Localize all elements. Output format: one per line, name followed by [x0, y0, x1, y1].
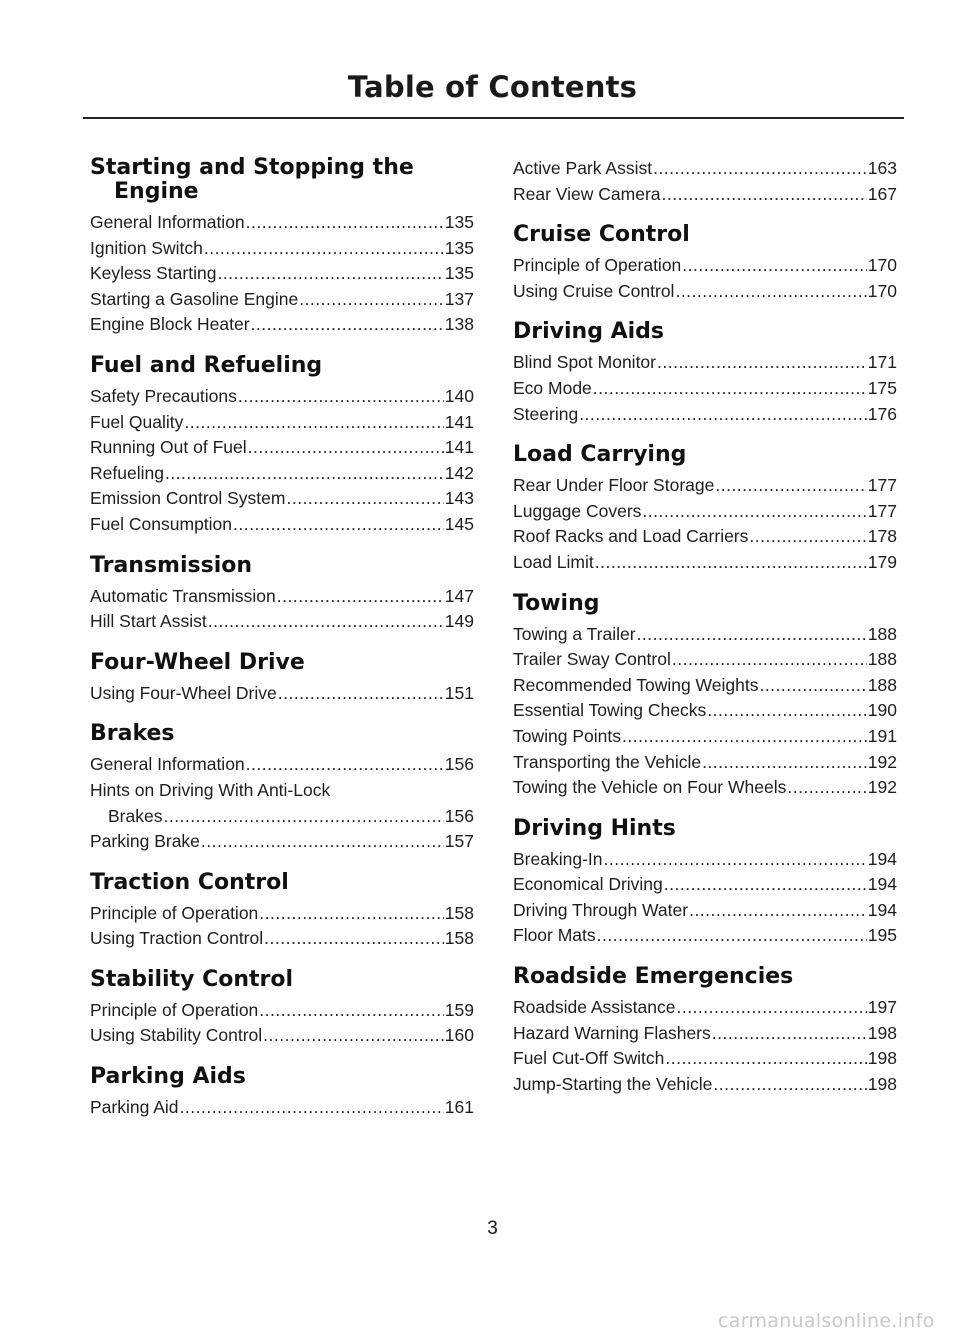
- entry-page-number: 175: [867, 377, 897, 398]
- toc-entry[interactable]: [513, 550, 897, 576]
- toc-entry[interactable]: [513, 923, 897, 949]
- dot-leader: [749, 524, 866, 550]
- entry-page-number: 191: [867, 725, 897, 746]
- dot-leader: [217, 261, 443, 287]
- section-heading: Driving Aids: [513, 319, 665, 345]
- dot-leader: [180, 1095, 444, 1121]
- entry-label: Hints on Driving With Anti-Lock: [90, 779, 331, 800]
- toc-entry[interactable]: [90, 312, 474, 338]
- entry-page-number: 135: [444, 212, 474, 232]
- toc-entry[interactable]: [90, 926, 474, 952]
- toc-entry[interactable]: [90, 901, 474, 927]
- entry-page-number: 135: [444, 237, 474, 258]
- entry-page-number: 140: [444, 385, 474, 406]
- dot-leader: [664, 872, 867, 898]
- dot-leader: [675, 279, 866, 305]
- toc-left-column: [90, 156, 474, 1137]
- dot-leader: [702, 750, 867, 776]
- toc-section-load-carrying: [513, 443, 897, 575]
- entry-page-number: 194: [867, 899, 897, 920]
- toc-entry[interactable]: [513, 1072, 897, 1098]
- toc-entry[interactable]: [90, 752, 474, 778]
- toc-right-column: [513, 156, 897, 1113]
- dot-leader: [665, 1046, 866, 1072]
- toc-entry[interactable]: [513, 473, 897, 499]
- entry-page-number: 135: [444, 263, 474, 284]
- dot-leader: [248, 435, 444, 461]
- dot-leader: [653, 156, 867, 182]
- entry-label: Engine Block Heater: [90, 314, 250, 335]
- toc-section-transmission: [90, 554, 474, 635]
- dot-leader: [662, 182, 867, 208]
- entry-page-number: 192: [867, 751, 897, 772]
- entry-label: Essential Towing Checks: [513, 700, 707, 721]
- toc-section-brakes: [90, 722, 474, 854]
- dot-leader: [604, 847, 867, 873]
- toc-section-cruise-control: [513, 223, 897, 304]
- entry-page-number: 156: [444, 754, 474, 775]
- section-heading: Fuel and Refueling: [90, 352, 323, 378]
- entry-continuation: [90, 804, 474, 830]
- entry-label: General Information: [90, 754, 245, 775]
- entry-label: Parking Aid: [90, 1097, 179, 1118]
- entry-page-number: 159: [444, 999, 474, 1020]
- entry-page-number: 198: [867, 1022, 897, 1043]
- toc-section-towing: [513, 592, 897, 801]
- entry-page-number: 167: [867, 183, 897, 204]
- dot-leader: [712, 1021, 867, 1047]
- toc-entry[interactable]: [513, 350, 897, 376]
- entry-page-number: 157: [444, 831, 474, 852]
- entry-page-number: 141: [444, 411, 474, 432]
- entry-label: Safety Precautions: [90, 385, 237, 406]
- entry-label: Using Traction Control: [90, 928, 264, 949]
- entry-page-number: 161: [444, 1097, 474, 1118]
- entry-label: Hazard Warning Flashers: [513, 1022, 711, 1043]
- page-number: 3: [487, 1218, 498, 1239]
- dot-leader: [642, 499, 866, 525]
- toc-entry[interactable]: [90, 384, 474, 410]
- dot-leader: [208, 609, 444, 635]
- entry-label: Fuel Consumption: [90, 513, 233, 534]
- dot-leader: [593, 376, 867, 402]
- dot-leader: [286, 486, 443, 512]
- entry-label: Starting a Gasoline Engine: [90, 288, 299, 309]
- section-heading: Towing: [513, 590, 600, 616]
- section-heading: Driving Hints: [513, 815, 676, 841]
- toc-section-stability-control: [90, 968, 474, 1049]
- entry-label: Towing a Trailer: [513, 623, 636, 644]
- dot-leader: [707, 698, 867, 724]
- entry-label: General Information: [90, 212, 245, 232]
- dot-leader: [713, 1072, 866, 1098]
- toc-entry[interactable]: [90, 435, 474, 461]
- toc-section-starting-and-stopping-the-engine: [90, 156, 474, 338]
- dot-leader: [184, 410, 443, 436]
- toc-entry[interactable]: [513, 622, 897, 648]
- toc-entry[interactable]: [513, 775, 897, 801]
- dot-leader: [259, 901, 444, 927]
- dot-leader: [637, 622, 867, 648]
- entry-label: Eco Mode: [513, 377, 592, 398]
- entry-label: Principle of Operation: [90, 902, 259, 923]
- entry-page-number: 158: [444, 902, 474, 923]
- toc-entry[interactable]: [513, 724, 897, 750]
- dot-leader: [264, 926, 444, 952]
- toc-entry[interactable]: [90, 236, 474, 262]
- toc-section-parking-aids: [90, 1065, 474, 1121]
- entry-label: Load Limit: [513, 551, 594, 572]
- entry-label: Floor Mats: [513, 925, 596, 946]
- entry-page-number: 137: [444, 288, 474, 309]
- toc-entry[interactable]: [513, 750, 897, 776]
- toc-entry[interactable]: [90, 829, 474, 855]
- entry-page-number: 194: [867, 874, 897, 895]
- entry-label: Hill Start Assist: [90, 611, 207, 632]
- entry-label: Using Stability Control: [90, 1025, 263, 1046]
- dot-leader: [246, 210, 444, 236]
- entry-page-number: 197: [867, 997, 897, 1018]
- entry-page-number: 160: [444, 1025, 474, 1046]
- dot-leader: [676, 995, 866, 1021]
- entry-label: Principle of Operation: [90, 999, 259, 1020]
- entry-label: Rear View Camera: [513, 183, 661, 204]
- watermark: carmanualsonline.info: [718, 1310, 935, 1332]
- toc-entry[interactable]: [513, 647, 897, 673]
- toc-entry[interactable]: [90, 998, 474, 1024]
- entry-label-continued: Brakes: [108, 805, 163, 826]
- entry-label: Principle of Operation: [513, 255, 682, 276]
- dot-leader: [259, 998, 444, 1024]
- dot-leader: [595, 550, 867, 576]
- dot-leader: [246, 752, 444, 778]
- entry-label: Active Park Assist: [513, 158, 653, 178]
- entry-page-number: 138: [444, 314, 474, 335]
- section-heading: Roadside Emergencies: [513, 964, 794, 990]
- entry-label: Running Out of Fuel: [90, 437, 247, 458]
- toc-entry[interactable]: [90, 681, 474, 707]
- entry-label: Economical Driving: [513, 874, 663, 895]
- toc-entry[interactable]: [90, 778, 474, 829]
- entry-label: Fuel Cut-Off Switch: [513, 1048, 665, 1069]
- entry-label: Using Four-Wheel Drive: [90, 682, 277, 703]
- entry-page-number: 158: [444, 928, 474, 949]
- toc-entry[interactable]: [513, 156, 897, 182]
- entry-label: Luggage Covers: [513, 500, 642, 521]
- entry-label: Recommended Towing Weights: [513, 674, 759, 695]
- entry-page-number: 178: [867, 526, 897, 547]
- dot-leader: [233, 512, 444, 538]
- entry-label: Parking Brake: [90, 831, 200, 852]
- toc-entry[interactable]: [90, 461, 474, 487]
- entry-label: Towing the Vehicle on Four Wheels: [513, 777, 787, 798]
- entry-label: Automatic Transmission: [90, 585, 276, 606]
- toc-entry[interactable]: [513, 872, 897, 898]
- dot-leader: [201, 829, 444, 855]
- toc-entry[interactable]: [90, 287, 474, 313]
- entry-label: Emission Control System: [90, 488, 286, 509]
- toc-entry[interactable]: [513, 182, 897, 208]
- dot-leader: [689, 898, 867, 924]
- entry-page-number: 188: [867, 674, 897, 695]
- toc-section-fuel-and-refueling: [90, 354, 474, 538]
- dot-leader: [657, 350, 867, 376]
- dot-leader: [238, 384, 444, 410]
- toc-entry[interactable]: [90, 512, 474, 538]
- entry-page-number: 188: [867, 649, 897, 670]
- entry-page-number: 194: [867, 848, 897, 869]
- entry-label: Using Cruise Control: [513, 280, 675, 301]
- toc-entry[interactable]: [513, 253, 897, 279]
- toc-entry[interactable]: [513, 698, 897, 724]
- section-heading: Brakes: [90, 721, 175, 747]
- dot-leader: [715, 473, 866, 499]
- entry-label: Trailer Sway Control: [513, 649, 671, 670]
- toc-entry[interactable]: [513, 499, 897, 525]
- entry-page-number: 177: [867, 500, 897, 521]
- page-title: Table of Contents: [347, 70, 638, 104]
- section-heading: Traction Control: [90, 869, 289, 895]
- dot-leader: [204, 236, 444, 262]
- dot-leader: [263, 1023, 444, 1049]
- title-divider: [83, 117, 904, 119]
- toc-entry[interactable]: [513, 402, 897, 428]
- section-heading: Parking Aids: [90, 1064, 246, 1090]
- entry-page-number: 170: [867, 280, 897, 301]
- toc-entry[interactable]: [90, 1095, 474, 1121]
- toc-entry[interactable]: [513, 524, 897, 550]
- entry-page-number: 177: [867, 475, 897, 496]
- entry-page-number: 192: [867, 777, 897, 798]
- entry-page-number: 179: [867, 551, 897, 572]
- toc-section-roadside-emergencies: [513, 965, 897, 1097]
- toc-entry[interactable]: [90, 210, 474, 236]
- toc-section-driving-aids: [513, 320, 897, 427]
- entry-label: Towing Points: [513, 725, 621, 746]
- section-heading: Transmission: [90, 552, 253, 578]
- entry-label: Rear Under Floor Storage: [513, 475, 715, 496]
- toc-entry[interactable]: [513, 995, 897, 1021]
- toc-section-four-wheel-drive: [90, 651, 474, 707]
- entry-label: Roof Racks and Load Carriers: [513, 526, 749, 547]
- dot-leader: [682, 253, 867, 279]
- entry-page-number: 151: [444, 682, 474, 703]
- dot-leader: [579, 402, 867, 428]
- entry-label: Transporting the Vehicle: [513, 751, 702, 772]
- section-heading: Four-Wheel Drive: [90, 649, 305, 675]
- entry-page-number: 198: [867, 1048, 897, 1069]
- toc-entry[interactable]: [513, 847, 897, 873]
- toc-section-continued: [513, 156, 897, 207]
- section-heading: Starting and Stopping the Engine: [90, 155, 414, 204]
- entry-label: Keyless Starting: [90, 263, 217, 284]
- toc-entry[interactable]: [90, 486, 474, 512]
- entry-page-number: 198: [867, 1073, 897, 1094]
- entry-page-number: 190: [867, 700, 897, 721]
- dot-leader: [278, 681, 444, 707]
- entry-label: Driving Through Water: [513, 899, 689, 920]
- toc-entry[interactable]: [513, 673, 897, 699]
- section-heading: Cruise Control: [513, 222, 690, 248]
- toc-entry[interactable]: [90, 584, 474, 610]
- toc-entry[interactable]: [513, 898, 897, 924]
- entry-label: Roadside Assistance: [513, 997, 676, 1018]
- dot-leader: [622, 724, 867, 750]
- entry-page-number: 170: [867, 255, 897, 276]
- dot-leader: [787, 775, 866, 801]
- dot-leader: [299, 287, 444, 313]
- entry-page-number: 171: [867, 352, 897, 373]
- toc-entry[interactable]: [513, 1021, 897, 1047]
- entry-page-number: 163: [867, 158, 897, 178]
- entry-page-number: 143: [444, 488, 474, 509]
- toc-entry[interactable]: [513, 376, 897, 402]
- dot-leader: [165, 461, 444, 487]
- entry-page-number: 145: [444, 513, 474, 534]
- entry-page-number: 142: [444, 462, 474, 483]
- dot-leader: [251, 312, 444, 338]
- toc-entry[interactable]: [90, 410, 474, 436]
- toc-entry[interactable]: [90, 1023, 474, 1049]
- entry-page-number: 188: [867, 623, 897, 644]
- toc-entry[interactable]: [513, 279, 897, 305]
- entry-page-number: 156: [444, 805, 474, 826]
- entry-label: Ignition Switch: [90, 237, 203, 258]
- entry-page-number: 141: [444, 437, 474, 458]
- toc-entry[interactable]: [90, 261, 474, 287]
- entry-page-number: 176: [867, 403, 897, 424]
- entry-page-number: 195: [867, 925, 897, 946]
- dot-leader: [163, 804, 443, 830]
- entry-label: Blind Spot Monitor: [513, 352, 656, 373]
- toc-entry[interactable]: [90, 609, 474, 635]
- toc-section-traction-control: [90, 871, 474, 952]
- dot-leader: [759, 673, 866, 699]
- entry-label: Refueling: [90, 462, 164, 483]
- toc-entry[interactable]: [513, 1046, 897, 1072]
- section-heading: Load Carrying: [513, 442, 687, 468]
- entry-label: Jump-Starting the Vehicle: [513, 1073, 713, 1094]
- entry-label: Fuel Quality: [90, 411, 184, 432]
- entry-label: Steering: [513, 403, 579, 424]
- dot-leader: [597, 923, 867, 949]
- section-heading: Stability Control: [90, 966, 294, 992]
- dot-leader: [277, 584, 444, 610]
- dot-leader: [672, 647, 867, 673]
- entry-label: Breaking-In: [513, 848, 603, 869]
- toc-section-driving-hints: [513, 817, 897, 949]
- entry-page-number: 147: [444, 585, 474, 606]
- entry-page-number: 149: [444, 611, 474, 632]
